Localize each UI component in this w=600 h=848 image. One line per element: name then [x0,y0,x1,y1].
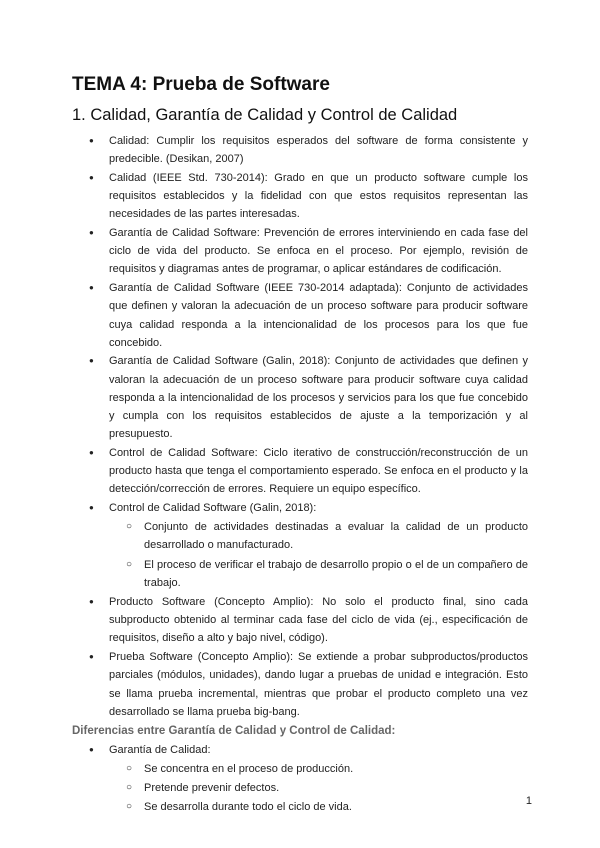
differences-bullet-list [72,741,528,817]
section-heading: 1. Calidad, Garantía de Calidad y Control de Calidad [72,106,458,124]
hollow-bullet-icon: ○ [126,762,133,774]
list-item [72,352,528,443]
list-item [72,169,528,224]
list-item [72,132,528,168]
sub-list-item-text: Conjunto de actividades destinadas a evaluar la calidad de un producto desarrollado o manufacturado. [144,521,528,552]
list-item [72,279,528,352]
list-item-text: Garantía de Calidad Software (Galin, 2018): Conjunto de actividades que definen y valoran la adecuación de un proceso software para producir software cuya calidad responda a la intencionalidad de los procesos y servicios para los que fue concebido y cumpla con los requisitos establecidos de ajuste a la temporización y al presupuesto. [109,355,528,441]
sub-list-item [109,556,528,592]
bullet-icon: ● [89,356,94,366]
hollow-bullet-icon: ○ [126,521,133,533]
bullet-icon: ● [89,136,94,145]
list-item [72,741,528,817]
page-number: 1 [525,795,532,807]
hollow-bullet-icon: ○ [126,558,133,570]
list-item [72,224,528,279]
list-item-text: Garantía de Calidad Software: Prevención de errores interviniendo en cada fase del ciclo de vida del producto. Se enfoca en el proceso. Por ejemplo, revisión de requisitos y diagramas antes de programar, o aplicar estándares de codificación. [109,227,528,276]
sub-list-item [109,779,528,797]
bullet-icon: ● [89,652,94,662]
list-item [72,499,528,592]
list-item-text: Control de Calidad Software (Galin, 2018): [109,502,317,515]
list-item-text: Control de Calidad Software: Ciclo iterativo de construcción/reconstrucción de un producto hasta que tenga el comportamiento esperado. Se enfoca en el producto y la detección/corrección de errores. Requiere un equipo específico. [109,446,528,496]
hollow-bullet-icon: ○ [126,801,133,813]
bullet-icon: ● [89,172,94,182]
sub-list [109,518,528,592]
section-bullet-list [72,132,528,721]
hollow-bullet-icon: ○ [126,781,133,793]
bullet-icon: ● [89,597,94,607]
page-title: TEMA 4: Prueba de Software [72,74,330,95]
sub-list-item-text: Se concentra en el proceso de producción. [144,762,354,775]
bullet-icon: ● [89,744,94,754]
list-item-text: Producto Software (Concepto Amplio): No solo el producto final, sino cada subproducto obtenido al terminar cada fase del ciclo de vida (ej., especificación de requisitos, diseño a alto y bajo nivel, código). [109,596,528,645]
page-content [72,72,528,817]
bullet-icon: ● [89,503,94,513]
list-item-text: Garantía de Calidad: [109,743,211,756]
sub-list-item-text: Pretende prevenir defectos. [144,781,280,794]
sub-list-item-text: Se desarrolla durante todo el ciclo de vida. [144,801,352,814]
list-item-text: Prueba Software (Concepto Amplio): Se extiende a probar subproductos/productos parciales (módulos, unidades), dando lugar a pruebas de unidad e integración. Esto se llama prueba incremental, mientras que probar el producto completo una vez desarrollado se llama prueba big-bang. [109,651,528,718]
bullet-icon: ● [89,228,94,238]
sub-list [109,760,528,817]
list-item [72,444,528,499]
sub-list-item-text: El proceso de verificar el trabajo de desarrollo propio o el de un compañero de trabajo. [144,558,528,589]
bullet-icon: ● [89,447,94,457]
bullet-icon: ● [89,283,94,293]
subsection-heading: Diferencias entre Garantía de Calidad y Control de Calidad: [72,724,396,737]
sub-list-item [109,798,528,816]
list-item-text: Calidad: Cumplir los requisitos esperados del software de forma consistente y predecible. (Desikan, 2007) [109,135,528,166]
list-item [72,593,528,648]
sub-list-item [109,760,528,778]
sub-list-item [109,518,528,554]
list-item [72,648,528,721]
list-item-text: Calidad (IEEE Std. 730-2014): Grado en que un producto software cumple los requisitos establecidos y la fidelidad con que estos requisitos representan las necesidades de las partes interesadas. [109,171,528,221]
list-item-text: Garantía de Calidad Software (IEEE 730-2014 adaptada): Conjunto de actividades que definen y valoran la adecuación de un proceso software para producir software cuya calidad responda a la intencionalidad de los procesos para los que fue concebido. [109,282,528,349]
